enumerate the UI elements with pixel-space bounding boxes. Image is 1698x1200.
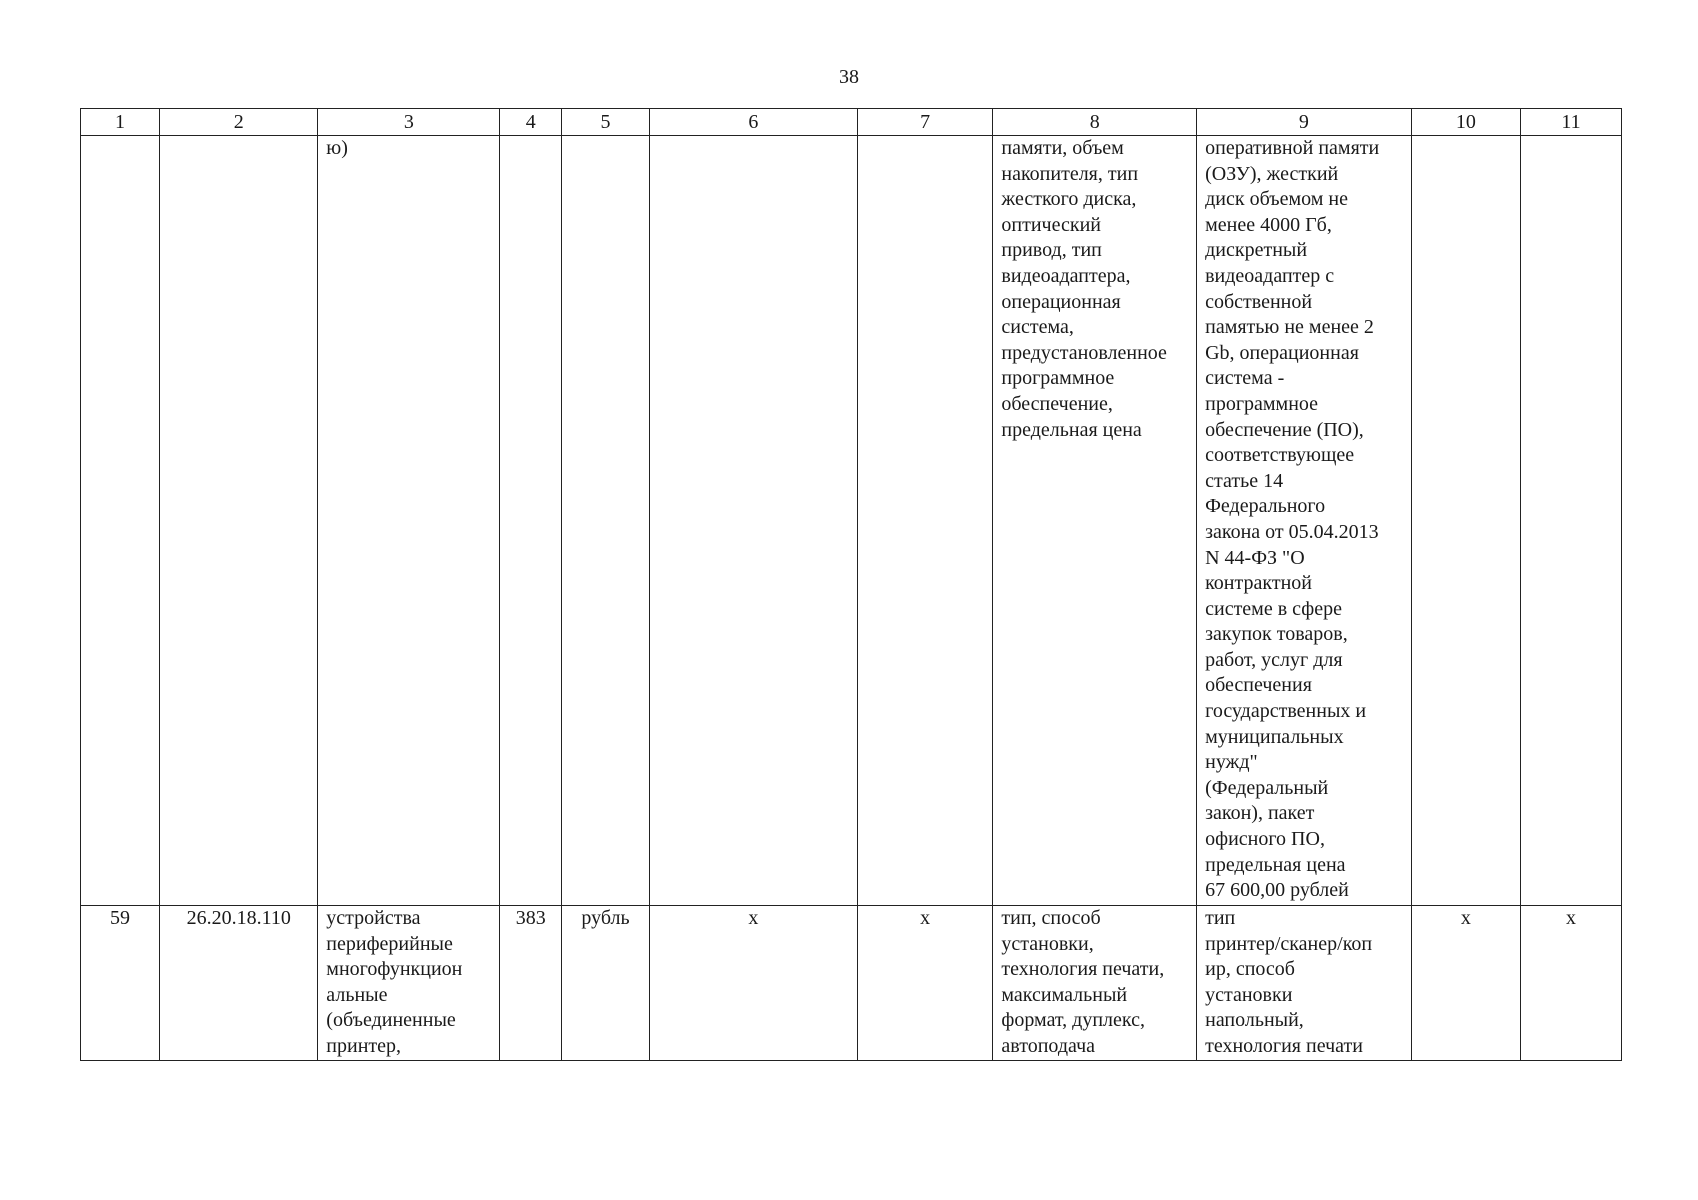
values-cell: оперативной памяти (ОЗУ), жесткий диск объемом не менее 4000 Гб, дискретный видеоадаптер с собственной памятью не менее 2 Gb, операционная система - программное обеспечение (ПО), соответствующее статье 14 Федерального закона от 05.04.2013 N 44-ФЗ "О контрактной системе в сфере закупок товаров, работ, услуг для обеспечения государственных и муниципальных нужд" (Федеральный закон), пакет офисного ПО, предельная цена 67 600,00 рублей	[1197, 136, 1412, 906]
col11-cell: х	[1521, 906, 1622, 1061]
col7-cell	[857, 136, 992, 906]
col-header: 5	[562, 109, 650, 136]
page-number: 38	[839, 66, 859, 88]
col-header: 7	[857, 109, 992, 136]
col6-cell: х	[649, 906, 857, 1061]
col10-cell: х	[1411, 906, 1520, 1061]
okpd-code-cell	[160, 136, 318, 906]
col-header: 1	[81, 109, 160, 136]
unit-cell: рубль	[562, 906, 650, 1061]
okei-code-cell: 383	[500, 906, 562, 1061]
characteristics-cell: памяти, объем накопителя, тип жесткого диска, оптический привод, тип видеоадаптера, операционная система, предустановленное программное обеспечение, предельная цена	[993, 136, 1197, 906]
requirements-table	[80, 108, 1622, 1061]
okei-code-cell	[500, 136, 562, 906]
row-number-cell: 59	[81, 906, 160, 1061]
col6-cell	[649, 136, 857, 906]
col-header: 6	[649, 109, 857, 136]
col-header: 8	[993, 109, 1197, 136]
okpd-code-cell: 26.20.18.110	[160, 906, 318, 1061]
col7-cell: х	[857, 906, 992, 1061]
col-header: 11	[1521, 109, 1622, 136]
col11-cell	[1521, 136, 1622, 906]
unit-cell	[562, 136, 650, 906]
col-header: 9	[1197, 109, 1412, 136]
col-header: 3	[318, 109, 500, 136]
col-header: 10	[1411, 109, 1520, 136]
characteristics-cell: тип, способ установки, технология печати, максимальный формат, дуплекс, автоподача	[993, 906, 1197, 1061]
col10-cell	[1411, 136, 1520, 906]
col-header: 4	[500, 109, 562, 136]
table-row	[81, 136, 1622, 906]
product-name-cell: устройства периферийные многофункцион альные (объединенные принтер,	[318, 906, 500, 1061]
product-name-cell: ю)	[318, 136, 500, 906]
row-number-cell	[81, 136, 160, 906]
table-row	[81, 906, 1622, 1061]
header-row	[81, 109, 1622, 136]
values-cell: тип принтер/сканер/коп ир, способ установки напольный, технология печати	[1197, 906, 1412, 1061]
col-header: 2	[160, 109, 318, 136]
